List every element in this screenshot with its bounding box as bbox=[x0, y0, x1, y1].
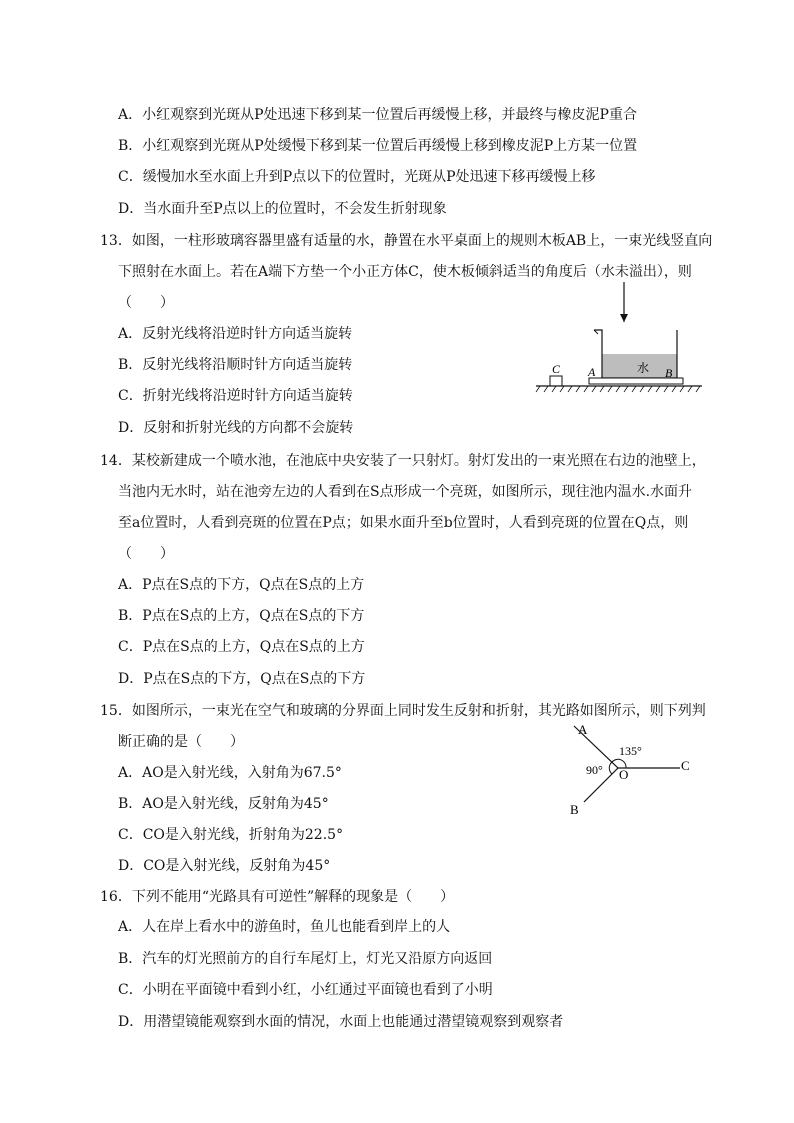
q14-stem-line-1: 14．某校新建成一个喷水池，在池底中央安装了一只射灯。射灯发出的一束光照在右边的池壁上， bbox=[100, 453, 706, 469]
q15-stem-line-1: 15．如图所示，一束光在空气和玻璃的分界面上同时发生反射和折射，其光路如图所示，则下列判 bbox=[100, 703, 706, 719]
q15-option-d: D．CO是入射光线，反射角为45° bbox=[118, 858, 331, 874]
q14-stem-line-3: 至a位置时，人看到亮斑的位置在P点；如果水面升至b位置时，人看到亮斑的位置在Q点，则 bbox=[118, 515, 689, 531]
q14-stem-line-2: 当池内无水时，站在池旁左边的人看到在S点形成一个亮斑，如图所示，现往池内温水.水面升 bbox=[118, 484, 693, 500]
label-c: C bbox=[552, 362, 561, 376]
label-c: C bbox=[681, 758, 690, 773]
q12-option-d: D．当水面升至P点以上的位置时，不会发生折射现象 bbox=[118, 201, 447, 217]
label-o: O bbox=[619, 767, 629, 782]
q15-option-a: A．AO是入射光线，入射角为67.5° bbox=[118, 765, 342, 781]
q16-option-a: A．人在岸上看水中的游鱼时，鱼儿也能看到岸上的人 bbox=[118, 919, 451, 935]
angle-90-label: 90° bbox=[586, 763, 603, 777]
q15-option-b: B．AO是入射光线，反射角为45° bbox=[118, 796, 329, 812]
label-a: A bbox=[578, 722, 588, 737]
ray-arrow-icon bbox=[620, 314, 628, 322]
angle-135-label: 135° bbox=[619, 744, 642, 758]
q12-option-b: B．小红观察到光斑从P处缓慢下移到某一位置后再缓慢上移到橡皮泥P上方某一位置 bbox=[118, 138, 638, 154]
q12-option-c: C．缓慢加水至水面上升到P点以下的位置时，光斑从P处迅速下移再缓慢上移 bbox=[118, 169, 596, 185]
label-b: B bbox=[665, 366, 673, 380]
q13-option-b: B．反射光线将沿顺时针方向适当旋转 bbox=[118, 357, 353, 373]
container-spout bbox=[594, 330, 598, 334]
q13-option-a: A．反射光线将沿逆时针方向适当旋转 bbox=[118, 326, 353, 342]
table-hatching bbox=[536, 386, 700, 392]
q13-blank: （ ） bbox=[118, 295, 174, 311]
cube-c bbox=[550, 376, 562, 386]
q15-ray-diagram bbox=[560, 718, 710, 822]
q16-option-c: C．小明在平面镜中看到小红，小红通过平面镜也看到了小明 bbox=[118, 982, 493, 998]
q15-option-c: C．CO是入射光线，折射角为22.5° bbox=[118, 827, 344, 843]
q13-stem-line-2: 下照射在水面上。若在A端下方垫一个小正方体C，使木板倾斜适当的角度后（水未溢出），则 bbox=[118, 264, 692, 280]
q14-option-b: B．P点在S点的上方，Q点在S点的下方 bbox=[118, 608, 365, 624]
label-a: A bbox=[588, 365, 596, 379]
q16-option-b: B．汽车的灯光照前方的自行车尾灯上，灯光又沿原方向返回 bbox=[118, 951, 493, 967]
q13-option-c: C．折射光线将沿逆时针方向适当旋转 bbox=[118, 388, 353, 404]
label-water: 水 bbox=[637, 361, 650, 375]
q12-option-a: A．小红观察到光斑从P处迅速下移到某一位置后再缓慢上移，并最终与橡皮泥P重合 bbox=[118, 107, 637, 123]
label-b: B bbox=[570, 802, 579, 817]
angle-arc-90 bbox=[609, 762, 612, 774]
q14-blank: （ ） bbox=[118, 546, 174, 562]
q16-stem: 16．下列不能用“光路具有可逆性”解释的现象是（ ） bbox=[100, 889, 455, 905]
q13-container-figure bbox=[534, 282, 704, 396]
q15-stem-line-2: 断正确的是（ ） bbox=[118, 734, 244, 750]
q13-stem-line-1: 13．如图，一柱形玻璃容器里盛有适量的水，静置在水平桌面上的规则木板AB上，一束光线竖直向 bbox=[100, 233, 713, 249]
q16-option-d: D．用潜望镜能观察到水面的情况，水面上也能通过潜望镜观察到观察者 bbox=[118, 1014, 564, 1030]
q14-option-c: C．P点在S点的上方，Q点在S点的上方 bbox=[118, 639, 365, 655]
q14-option-d: D．P点在S点的下方，Q点在S点的下方 bbox=[118, 671, 366, 687]
q14-option-a: A．P点在S点的下方，Q点在S点的上方 bbox=[118, 577, 365, 593]
q13-option-d: D．反射和折射光线的方向都不会旋转 bbox=[118, 420, 354, 436]
